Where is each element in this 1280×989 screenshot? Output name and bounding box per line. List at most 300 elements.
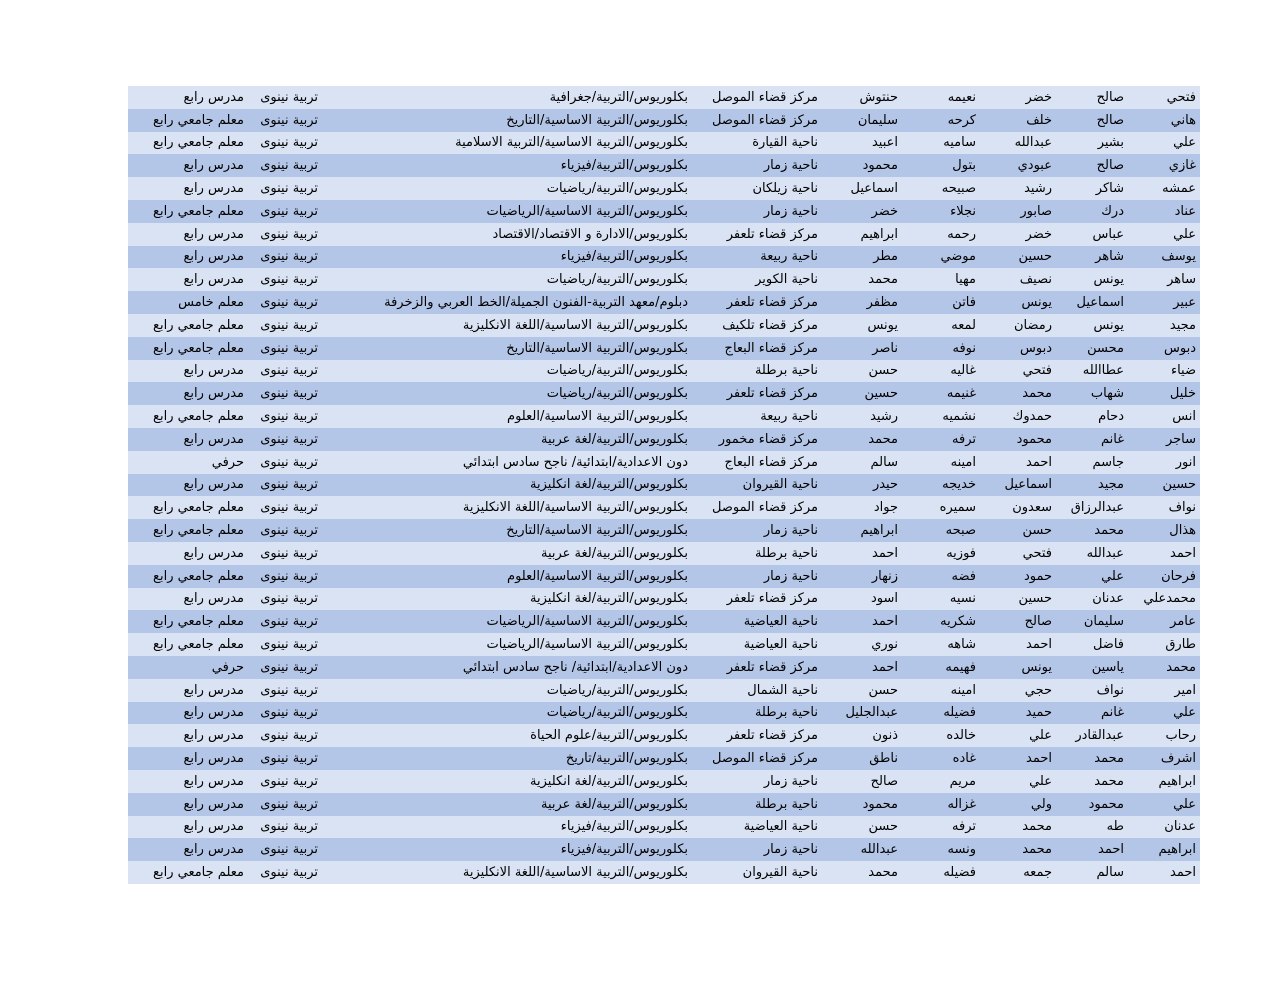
- directorate-cell: تربية نينوى: [248, 542, 322, 565]
- grade-cell: مدرس رابع: [128, 816, 248, 839]
- mother-name-cell: ونسه: [902, 838, 980, 861]
- qualification-cell: بكلوريوس/التربية/لغة انكليزية: [322, 770, 692, 793]
- qualification-cell: بكلوريوس/التربية/علوم الحياة: [322, 724, 692, 747]
- father-name-cell: جاسم: [1056, 451, 1128, 474]
- grade-cell: معلم جامعي رابع: [128, 861, 248, 884]
- table-body: [128, 86, 1200, 884]
- grade-cell: معلم جامعي رابع: [128, 109, 248, 132]
- qualification-cell: بكلوريوس/الادارة و الاقتصاد/الاقتصاد: [322, 223, 692, 246]
- grade-cell: معلم جامعي رابع: [128, 405, 248, 428]
- table-row: [128, 816, 1200, 839]
- first-name-cell: احمد: [1128, 861, 1200, 884]
- mother-father-name-cell: ناصر: [822, 337, 902, 360]
- directorate-cell: تربية نينوى: [248, 246, 322, 269]
- qualification-cell: بكلوريوس/التربية الاساسية/الرياضيات: [322, 610, 692, 633]
- first-name-cell: رحاب: [1128, 724, 1200, 747]
- mother-name-cell: خالده: [902, 724, 980, 747]
- mother-father-name-cell: سليمان: [822, 109, 902, 132]
- directorate-cell: تربية نينوى: [248, 405, 322, 428]
- grandfather-name-cell: عبودي: [980, 154, 1056, 177]
- table-row: [128, 154, 1200, 177]
- mother-father-name-cell: زنهار: [822, 565, 902, 588]
- directorate-cell: تربية نينوى: [248, 200, 322, 223]
- qualification-cell: بكلوريوس/التربية/فيزياء: [322, 838, 692, 861]
- directorate-cell: تربية نينوى: [248, 702, 322, 725]
- qualification-cell: بكلوريوس/التربية/رياضيات: [322, 702, 692, 725]
- mother-father-name-cell: عبدالجليل: [822, 702, 902, 725]
- mother-name-cell: صبيحه: [902, 177, 980, 200]
- mother-father-name-cell: محمد: [822, 268, 902, 291]
- mother-father-name-cell: اعبيد: [822, 132, 902, 155]
- directorate-cell: تربية نينوى: [248, 474, 322, 497]
- table-row: [128, 474, 1200, 497]
- qualification-cell: بكلوريوس/التربية/رياضيات: [322, 360, 692, 383]
- directorate-cell: تربية نينوى: [248, 565, 322, 588]
- directorate-cell: تربية نينوى: [248, 154, 322, 177]
- mother-name-cell: ساميه: [902, 132, 980, 155]
- grade-cell: معلم جامعي رابع: [128, 132, 248, 155]
- first-name-cell: علي: [1128, 132, 1200, 155]
- first-name-cell: احمد: [1128, 542, 1200, 565]
- first-name-cell: ابراهيم: [1128, 770, 1200, 793]
- location-cell: ناحية زمار: [692, 154, 822, 177]
- grandfather-name-cell: نصيف: [980, 268, 1056, 291]
- mother-name-cell: نشميه: [902, 405, 980, 428]
- mother-father-name-cell: ابراهيم: [822, 519, 902, 542]
- grandfather-name-cell: رشيد: [980, 177, 1056, 200]
- qualification-cell: بكلوريوس/التربية/فيزياء: [322, 816, 692, 839]
- table-row: [128, 109, 1200, 132]
- directorate-cell: تربية نينوى: [248, 747, 322, 770]
- grandfather-name-cell: اسماعيل: [980, 474, 1056, 497]
- location-cell: مركز قضاء تلعفر: [692, 223, 822, 246]
- first-name-cell: فتحي: [1128, 86, 1200, 109]
- directorate-cell: تربية نينوى: [248, 724, 322, 747]
- first-name-cell: ساهر: [1128, 268, 1200, 291]
- directorate-cell: تربية نينوى: [248, 268, 322, 291]
- grade-cell: مدرس رابع: [128, 542, 248, 565]
- qualification-cell: بكلوريوس/التربية/تاريخ: [322, 747, 692, 770]
- mother-name-cell: ترفه: [902, 428, 980, 451]
- grade-cell: مدرس رابع: [128, 679, 248, 702]
- grade-cell: مدرس رابع: [128, 838, 248, 861]
- mother-name-cell: امينه: [902, 451, 980, 474]
- mother-name-cell: غاده: [902, 747, 980, 770]
- father-name-cell: بشير: [1056, 132, 1128, 155]
- mother-name-cell: موضي: [902, 246, 980, 269]
- first-name-cell: علي: [1128, 702, 1200, 725]
- grandfather-name-cell: جمعه: [980, 861, 1056, 884]
- father-name-cell: طه: [1056, 816, 1128, 839]
- table-row: [128, 496, 1200, 519]
- location-cell: مركز قضاء البعاج: [692, 337, 822, 360]
- grade-cell: مدرس رابع: [128, 154, 248, 177]
- qualification-cell: بكلوريوس/التربية/لغة عربية: [322, 793, 692, 816]
- mother-father-name-cell: حسن: [822, 816, 902, 839]
- qualification-cell: بكلوريوس/التربية/لغة انكليزية: [322, 474, 692, 497]
- mother-name-cell: شكريه: [902, 610, 980, 633]
- table-row: [128, 702, 1200, 725]
- directorate-cell: تربية نينوى: [248, 428, 322, 451]
- table-row: [128, 177, 1200, 200]
- grandfather-name-cell: يونس: [980, 656, 1056, 679]
- location-cell: ناحية زمار: [692, 200, 822, 223]
- directorate-cell: تربية نينوى: [248, 451, 322, 474]
- mother-father-name-cell: احمد: [822, 656, 902, 679]
- first-name-cell: ضياء: [1128, 360, 1200, 383]
- mother-father-name-cell: محمد: [822, 861, 902, 884]
- grandfather-name-cell: صالح: [980, 610, 1056, 633]
- location-cell: مركز قضاء الموصل: [692, 86, 822, 109]
- mother-name-cell: فضه: [902, 565, 980, 588]
- father-name-cell: صالح: [1056, 154, 1128, 177]
- grandfather-name-cell: علي: [980, 724, 1056, 747]
- first-name-cell: يوسف: [1128, 246, 1200, 269]
- first-name-cell: انور: [1128, 451, 1200, 474]
- table-row: [128, 588, 1200, 611]
- mother-name-cell: غاليه: [902, 360, 980, 383]
- table-row: [128, 86, 1200, 109]
- mother-father-name-cell: جواد: [822, 496, 902, 519]
- first-name-cell: فرحان: [1128, 565, 1200, 588]
- table-row: [128, 656, 1200, 679]
- father-name-cell: عبدالقادر: [1056, 724, 1128, 747]
- table-row: [128, 223, 1200, 246]
- grandfather-name-cell: حميد: [980, 702, 1056, 725]
- mother-father-name-cell: رشيد: [822, 405, 902, 428]
- table-row: [128, 793, 1200, 816]
- mother-name-cell: فوزيه: [902, 542, 980, 565]
- qualification-cell: بكلوريوس/التربية/فيزياء: [322, 246, 692, 269]
- mother-name-cell: مهيا: [902, 268, 980, 291]
- location-cell: ناحية برطلة: [692, 702, 822, 725]
- location-cell: ناحية القيروان: [692, 861, 822, 884]
- father-name-cell: محسن: [1056, 337, 1128, 360]
- first-name-cell: خليل: [1128, 382, 1200, 405]
- grade-cell: معلم جامعي رابع: [128, 200, 248, 223]
- directorate-cell: تربية نينوى: [248, 861, 322, 884]
- grade-cell: معلم جامعي رابع: [128, 565, 248, 588]
- table-row: [128, 132, 1200, 155]
- directorate-cell: تربية نينوى: [248, 816, 322, 839]
- mother-father-name-cell: حسن: [822, 679, 902, 702]
- location-cell: ناحية العياضية: [692, 816, 822, 839]
- directorate-cell: تربية نينوى: [248, 656, 322, 679]
- qualification-cell: بكلوريوس/التربية/لغة عربية: [322, 428, 692, 451]
- location-cell: ناحية القيارة: [692, 132, 822, 155]
- grade-cell: مدرس رابع: [128, 246, 248, 269]
- location-cell: مركز قضاء مخمور: [692, 428, 822, 451]
- directorate-cell: تربية نينوى: [248, 360, 322, 383]
- father-name-cell: محمد: [1056, 519, 1128, 542]
- mother-father-name-cell: اسماعيل: [822, 177, 902, 200]
- qualification-cell: بكلوريوس/التربية الاساسية/اللغة الانكليزية: [322, 496, 692, 519]
- location-cell: مركز قضاء البعاج: [692, 451, 822, 474]
- location-cell: ناحية زمار: [692, 519, 822, 542]
- father-name-cell: صالح: [1056, 86, 1128, 109]
- grandfather-name-cell: محمد: [980, 382, 1056, 405]
- directorate-cell: تربية نينوى: [248, 838, 322, 861]
- father-name-cell: ياسين: [1056, 656, 1128, 679]
- qualification-cell: بكلوريوس/التربية/رياضيات: [322, 268, 692, 291]
- mother-father-name-cell: حنتوش: [822, 86, 902, 109]
- mother-name-cell: غزاله: [902, 793, 980, 816]
- table-row: [128, 451, 1200, 474]
- directorate-cell: تربية نينوى: [248, 610, 322, 633]
- location-cell: ناحية برطلة: [692, 360, 822, 383]
- grandfather-name-cell: حسين: [980, 588, 1056, 611]
- table-row: [128, 519, 1200, 542]
- location-cell: ناحية الشمال: [692, 679, 822, 702]
- table-row: [128, 565, 1200, 588]
- grandfather-name-cell: ولي: [980, 793, 1056, 816]
- father-name-cell: علي: [1056, 565, 1128, 588]
- qualification-cell: بكلوريوس/التربية الاساسية/التاريخ: [322, 519, 692, 542]
- father-name-cell: شاكر: [1056, 177, 1128, 200]
- father-name-cell: عبدالله: [1056, 542, 1128, 565]
- grade-cell: مدرس رابع: [128, 770, 248, 793]
- first-name-cell: امير: [1128, 679, 1200, 702]
- location-cell: ناحية العياضية: [692, 633, 822, 656]
- mother-name-cell: نجلاء: [902, 200, 980, 223]
- directorate-cell: تربية نينوى: [248, 633, 322, 656]
- first-name-cell: نواف: [1128, 496, 1200, 519]
- first-name-cell: محمد: [1128, 656, 1200, 679]
- father-name-cell: يونس: [1056, 268, 1128, 291]
- father-name-cell: مجيد: [1056, 474, 1128, 497]
- grade-cell: مدرس رابع: [128, 724, 248, 747]
- first-name-cell: عامر: [1128, 610, 1200, 633]
- mother-father-name-cell: حيدر: [822, 474, 902, 497]
- qualification-cell: بكلوريوس/التربية الاساسية/التاريخ: [322, 337, 692, 360]
- mother-name-cell: امينه: [902, 679, 980, 702]
- mother-name-cell: نسيه: [902, 588, 980, 611]
- mother-father-name-cell: صالح: [822, 770, 902, 793]
- location-cell: مركز قضاء تلعفر: [692, 588, 822, 611]
- mother-father-name-cell: محمود: [822, 154, 902, 177]
- grade-cell: معلم جامعي رابع: [128, 314, 248, 337]
- table-row: [128, 291, 1200, 314]
- mother-father-name-cell: محمود: [822, 793, 902, 816]
- mother-father-name-cell: محمد: [822, 428, 902, 451]
- mother-name-cell: خديجه: [902, 474, 980, 497]
- mother-father-name-cell: ابراهيم: [822, 223, 902, 246]
- table-row: [128, 428, 1200, 451]
- grandfather-name-cell: احمد: [980, 633, 1056, 656]
- grade-cell: حرفي: [128, 451, 248, 474]
- first-name-cell: حسين: [1128, 474, 1200, 497]
- qualification-cell: بكلوريوس/التربية/فيزياء: [322, 154, 692, 177]
- table-row: [128, 382, 1200, 405]
- first-name-cell: عبير: [1128, 291, 1200, 314]
- father-name-cell: محمود: [1056, 793, 1128, 816]
- mother-name-cell: لمعه: [902, 314, 980, 337]
- table-row: [128, 542, 1200, 565]
- father-name-cell: يونس: [1056, 314, 1128, 337]
- grade-cell: معلم جامعي رابع: [128, 337, 248, 360]
- first-name-cell: غازي: [1128, 154, 1200, 177]
- grade-cell: معلم جامعي رابع: [128, 496, 248, 519]
- mother-name-cell: نوفه: [902, 337, 980, 360]
- directorate-cell: تربية نينوى: [248, 337, 322, 360]
- grandfather-name-cell: عبدالله: [980, 132, 1056, 155]
- table-row: [128, 360, 1200, 383]
- location-cell: ناحية برطلة: [692, 542, 822, 565]
- grade-cell: معلم جامعي رابع: [128, 633, 248, 656]
- father-name-cell: عبدالرزاق: [1056, 496, 1128, 519]
- father-name-cell: دحام: [1056, 405, 1128, 428]
- location-cell: ناحية برطلة: [692, 793, 822, 816]
- location-cell: ناحية العياضية: [692, 610, 822, 633]
- father-name-cell: احمد: [1056, 838, 1128, 861]
- qualification-cell: بكلوريوس/التربية الاساسية/الرياضيات: [322, 633, 692, 656]
- directorate-cell: تربية نينوى: [248, 793, 322, 816]
- qualification-cell: دبلوم/معهد التربية-الفنون الجميلة/الخط العربي والزخرفة: [322, 291, 692, 314]
- grandfather-name-cell: علي: [980, 770, 1056, 793]
- first-name-cell: ابراهيم: [1128, 838, 1200, 861]
- grandfather-name-cell: حسن: [980, 519, 1056, 542]
- first-name-cell: عدنان: [1128, 816, 1200, 839]
- qualification-cell: دون الاعدادية/ابتدائية/ ناجح سادس ابتدائي: [322, 656, 692, 679]
- first-name-cell: عناد: [1128, 200, 1200, 223]
- directorate-cell: تربية نينوى: [248, 679, 322, 702]
- table-row: [128, 246, 1200, 269]
- location-cell: ناحية زمار: [692, 565, 822, 588]
- mother-father-name-cell: حسن: [822, 360, 902, 383]
- table-row: [128, 314, 1200, 337]
- qualification-cell: دون الاعدادية/ابتدائية/ ناجح سادس ابتدائي: [322, 451, 692, 474]
- grandfather-name-cell: احمد: [980, 747, 1056, 770]
- grade-cell: مدرس رابع: [128, 474, 248, 497]
- first-name-cell: محمدعلي: [1128, 588, 1200, 611]
- directorate-cell: تربية نينوى: [248, 588, 322, 611]
- first-name-cell: دبوس: [1128, 337, 1200, 360]
- table-row: [128, 770, 1200, 793]
- location-cell: ناحية الكوير: [692, 268, 822, 291]
- grandfather-name-cell: سعدون: [980, 496, 1056, 519]
- location-cell: مركز قضاء تلعفر: [692, 724, 822, 747]
- mother-father-name-cell: خضر: [822, 200, 902, 223]
- father-name-cell: عطاالله: [1056, 360, 1128, 383]
- mother-father-name-cell: عبدالله: [822, 838, 902, 861]
- grandfather-name-cell: دبوس: [980, 337, 1056, 360]
- directorate-cell: تربية نينوى: [248, 177, 322, 200]
- table-row: [128, 747, 1200, 770]
- grandfather-name-cell: محمد: [980, 816, 1056, 839]
- location-cell: ناحية ربيعة: [692, 405, 822, 428]
- table-row: [128, 679, 1200, 702]
- table-row: [128, 405, 1200, 428]
- grade-cell: مدرس رابع: [128, 86, 248, 109]
- location-cell: مركز قضاء الموصل: [692, 496, 822, 519]
- qualification-cell: بكلوريوس/التربية/جغرافية: [322, 86, 692, 109]
- location-cell: ناحية زمار: [692, 838, 822, 861]
- directorate-cell: تربية نينوى: [248, 132, 322, 155]
- mother-father-name-cell: سالم: [822, 451, 902, 474]
- first-name-cell: طارق: [1128, 633, 1200, 656]
- directorate-cell: تربية نينوى: [248, 223, 322, 246]
- mother-father-name-cell: احمد: [822, 610, 902, 633]
- directorate-cell: تربية نينوى: [248, 314, 322, 337]
- data-table: [128, 86, 1200, 884]
- grandfather-name-cell: حسين: [980, 246, 1056, 269]
- mother-name-cell: بتول: [902, 154, 980, 177]
- mother-father-name-cell: مظفر: [822, 291, 902, 314]
- mother-name-cell: فضيله: [902, 861, 980, 884]
- grandfather-name-cell: رمضان: [980, 314, 1056, 337]
- mother-name-cell: مريم: [902, 770, 980, 793]
- father-name-cell: نواف: [1056, 679, 1128, 702]
- grade-cell: مدرس رابع: [128, 702, 248, 725]
- grandfather-name-cell: حجي: [980, 679, 1056, 702]
- grade-cell: معلم جامعي رابع: [128, 610, 248, 633]
- grade-cell: حرفي: [128, 656, 248, 679]
- table-row: [128, 268, 1200, 291]
- first-name-cell: عمشه: [1128, 177, 1200, 200]
- father-name-cell: اسماعيل: [1056, 291, 1128, 314]
- qualification-cell: بكلوريوس/التربية الاساسية/العلوم: [322, 405, 692, 428]
- grade-cell: مدرس رابع: [128, 360, 248, 383]
- qualification-cell: بكلوريوس/التربية الاساسية/الرياضيات: [322, 200, 692, 223]
- grade-cell: مدرس رابع: [128, 223, 248, 246]
- mother-father-name-cell: اسود: [822, 588, 902, 611]
- table-row: [128, 838, 1200, 861]
- location-cell: مركز قضاء تلعفر: [692, 291, 822, 314]
- grandfather-name-cell: خلف: [980, 109, 1056, 132]
- location-cell: مركز قضاء الموصل: [692, 747, 822, 770]
- mother-father-name-cell: ذنون: [822, 724, 902, 747]
- mother-name-cell: سميره: [902, 496, 980, 519]
- mother-name-cell: غنيمه: [902, 382, 980, 405]
- qualification-cell: بكلوريوس/التربية الاساسية/التاريخ: [322, 109, 692, 132]
- mother-father-name-cell: مطر: [822, 246, 902, 269]
- father-name-cell: فاضل: [1056, 633, 1128, 656]
- mother-father-name-cell: حسين: [822, 382, 902, 405]
- father-name-cell: سليمان: [1056, 610, 1128, 633]
- grandfather-name-cell: احمد: [980, 451, 1056, 474]
- qualification-cell: بكلوريوس/التربية الاساسية/اللغة الانكليزية: [322, 861, 692, 884]
- father-name-cell: عدنان: [1056, 588, 1128, 611]
- father-name-cell: عباس: [1056, 223, 1128, 246]
- grade-cell: مدرس رابع: [128, 177, 248, 200]
- father-name-cell: شاهر: [1056, 246, 1128, 269]
- mother-name-cell: فاتن: [902, 291, 980, 314]
- first-name-cell: انس: [1128, 405, 1200, 428]
- grandfather-name-cell: يونس: [980, 291, 1056, 314]
- qualification-cell: بكلوريوس/التربية/رياضيات: [322, 382, 692, 405]
- qualification-cell: بكلوريوس/التربية/رياضيات: [322, 679, 692, 702]
- first-name-cell: مجيد: [1128, 314, 1200, 337]
- grade-cell: معلم جامعي رابع: [128, 519, 248, 542]
- father-name-cell: درك: [1056, 200, 1128, 223]
- qualification-cell: بكلوريوس/التربية/لغة عربية: [322, 542, 692, 565]
- grandfather-name-cell: محمد: [980, 838, 1056, 861]
- grandfather-name-cell: فتحي: [980, 542, 1056, 565]
- mother-father-name-cell: احمد: [822, 542, 902, 565]
- location-cell: ناحية القيروان: [692, 474, 822, 497]
- location-cell: ناحية ربيعة: [692, 246, 822, 269]
- directorate-cell: تربية نينوى: [248, 519, 322, 542]
- directorate-cell: تربية نينوى: [248, 86, 322, 109]
- grade-cell: مدرس رابع: [128, 588, 248, 611]
- location-cell: ناحية زيلكان: [692, 177, 822, 200]
- location-cell: مركز قضاء تلكيف: [692, 314, 822, 337]
- table-row: [128, 610, 1200, 633]
- qualification-cell: بكلوريوس/التربية/لغة انكليزية: [322, 588, 692, 611]
- mother-name-cell: نعيمه: [902, 86, 980, 109]
- grandfather-name-cell: خضر: [980, 223, 1056, 246]
- grade-cell: مدرس رابع: [128, 793, 248, 816]
